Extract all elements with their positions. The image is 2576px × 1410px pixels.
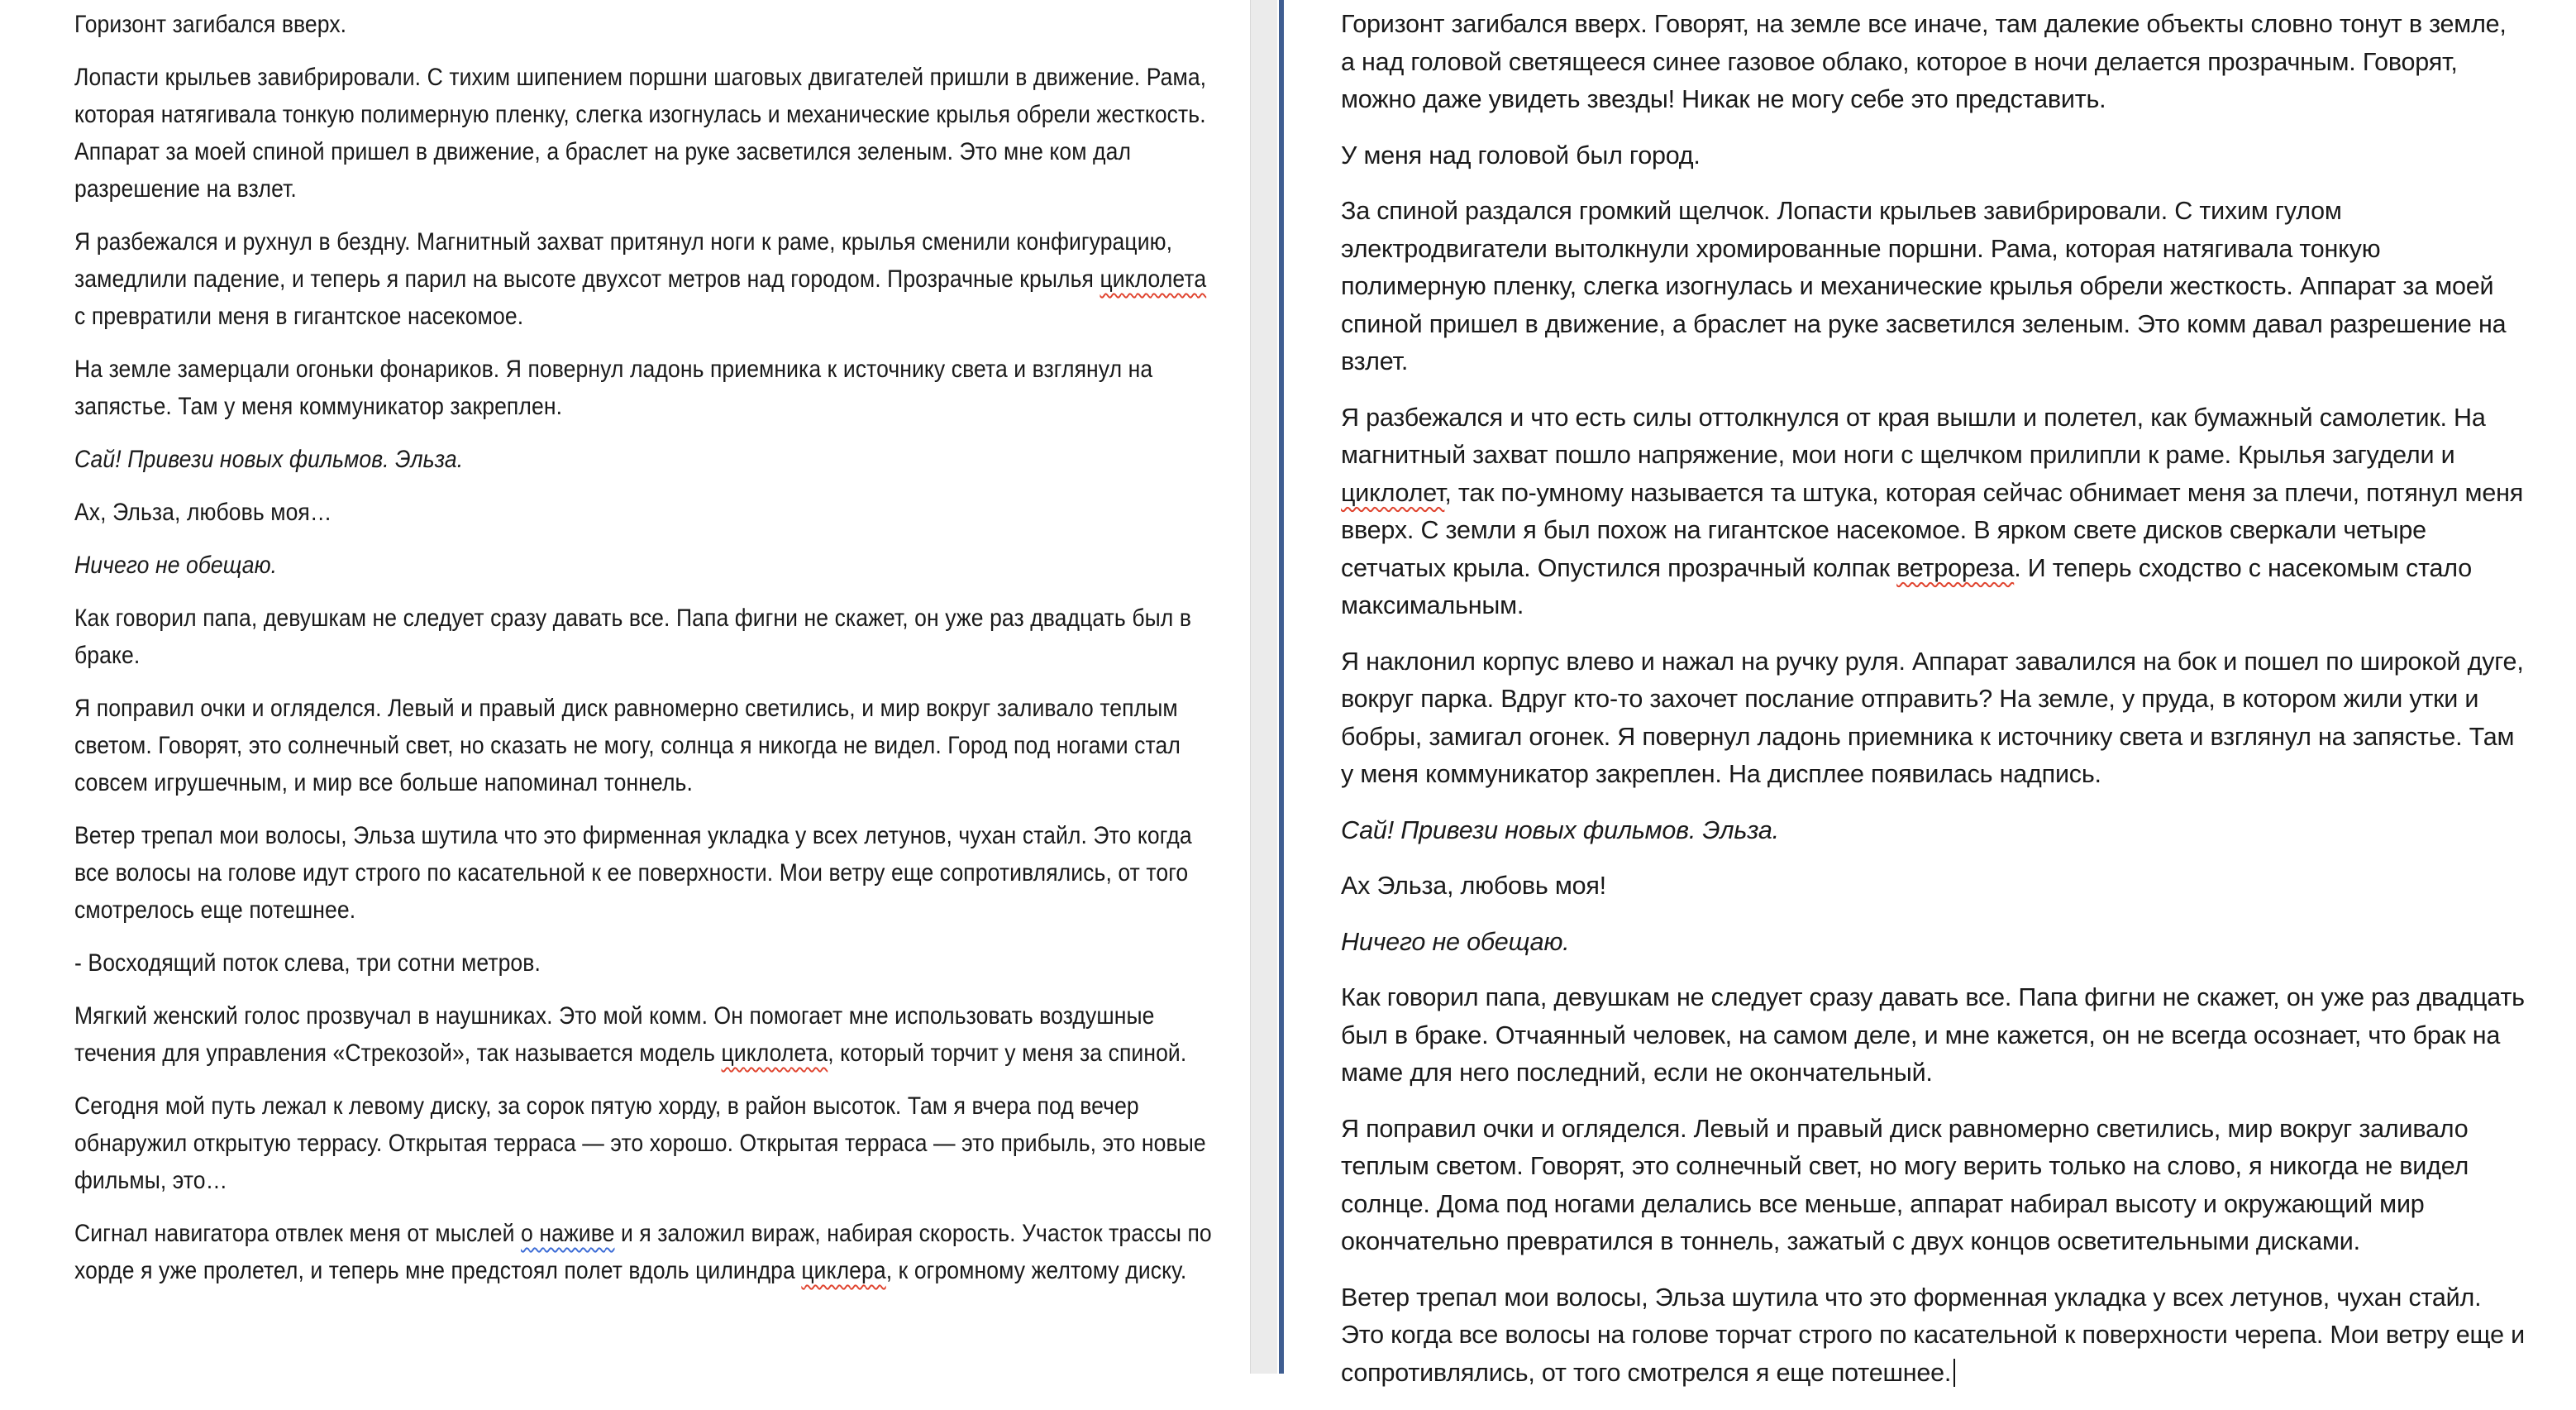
text-run[interactable]: Ветер трепал мои волосы, Эльза шутила что это форменная укладка у всех летунов, чухан стайл. Это когда все волосы на голове торчат строго по касательной к поверхности черепа. Мои ветру еще и сопротивлялись, от того смотрелся я еще потешнее. [1341, 1283, 2525, 1387]
paragraph[interactable] [74, 6, 1216, 43]
window-separator [1279, 0, 1284, 1374]
paragraph[interactable] [1341, 137, 2525, 175]
misspelled-word[interactable]: циклолет [1341, 478, 1445, 507]
paragraph[interactable] [74, 1087, 1216, 1199]
text-run[interactable]: Я наклонил корпус влево и нажал на ручку руля. Аппарат завалился на бок и пошел по широкой дуге, вокруг парка. Вдруг кто-то захочет послание отправить? На земле, у пруда, в котором жили утки и бобры, замигал огонек. Я повернул ладонь приемника к источнику света и взглянул на запястье. Там у меня коммуникатор закреплен. На дисплее появилась надпись. [1341, 647, 2524, 788]
text-run[interactable]: Я разбежался и что есть силы оттолкнулся от края вышли и полетел, как бумажный самолетик. На магнитный захват пошло напряжение, мои ноги с щелчком прилипли к раме. Крылья загудели и [1341, 403, 2486, 469]
text-cursor [1953, 1359, 1955, 1387]
text-run[interactable]: Горизонт загибался вверх. Говорят, на земле все иначе, там далекие объекты словно тонут в земле, а над головой светящееся синее газовое облако, которое в ночи делается прозрачным. Говорят, можно даже увидеть звезды! Никак не могу себе это представить. [1341, 10, 2507, 113]
misspelled-word[interactable]: циклолета [1100, 265, 1207, 293]
text-run[interactable]: Ничего не обещаю. [1341, 927, 1570, 956]
misspelled-word[interactable]: циклолета [721, 1040, 828, 1067]
text-run[interactable]: Горизонт загибался вверх. [74, 11, 347, 38]
paragraph[interactable] [74, 59, 1216, 208]
text-run[interactable]: Сигнал навигатора отвлек меня от мыслей [74, 1220, 522, 1247]
text-run[interactable]: Как говорил папа, девушкам не следует сразу давать все. Папа фигни не скажет, он уже раз двадцать был в браке. [74, 605, 1192, 669]
paragraph[interactable] [74, 494, 1216, 531]
paragraph[interactable] [74, 351, 1216, 425]
text-run[interactable]: На земле замерцали огоньки фонариков. Я повернул ладонь приемника к источнику света и взглянул на запястье. Там у меня коммуникатор закреплен. [74, 356, 1153, 420]
paragraph[interactable] [1341, 812, 2525, 850]
paragraph[interactable] [74, 997, 1216, 1072]
paragraph[interactable] [74, 441, 1216, 478]
text-run[interactable]: Лопасти крыльев завибрировали. С тихим шипением поршни шаговых двигателей пришли в движение. Рама, которая натягивала тонкую полимерную пленку, слегка изогнулась и механические крылья обрели жесткость. Аппарат за моей спиной пришел в движение, а браслет на руке засветился зеленым. Это мне ком дал разрешение на взлет. [74, 64, 1207, 203]
text-run[interactable]: с превратили меня в гигантское насекомое. [74, 303, 524, 330]
left-pane-scrollbar[interactable] [1250, 0, 1277, 1374]
text-run[interactable]: Как говорил папа, девушкам не следует сразу давать все. Папа фигни не скажет, он уже раз двадцать был в браке. Отчаянный человек, на самом деле, и мне кажется, он не всегда осознает, что брак на маме для него последний, если не окончательный. [1341, 983, 2525, 1087]
text-run[interactable]: , так по-умному называется та штука, которая сейчас обнимает меня за плечи, потянул меня вверх. С земли я был похож на гигантское насекомое. В ярком свете дисков сверкали четыре сетчатых крыла. Опустился прозрачный колпак [1341, 478, 2524, 582]
misspelled-word[interactable]: ветрореза [1896, 553, 2015, 582]
grammar-flagged-phrase[interactable]: о наживе [521, 1220, 615, 1247]
paragraph[interactable] [1341, 193, 2525, 381]
text-run[interactable]: Я поправил очки и огляделся. Левый и правый диск равномерно светились, мир вокруг заливало теплым светом. Говорят, это солнечный свет, но могу верить только на слово, я никогда не видел солнце. Дома под ногами делались все меньше, аппарат набирал высоту и окружающий мир окончательно превратился в тоннель, зажатый с двух концов осветительными дисками. [1341, 1114, 2469, 1255]
misspelled-word[interactable]: циклера [801, 1257, 886, 1284]
paragraph[interactable] [1341, 868, 2525, 906]
text-run[interactable]: Сай! Привези новых фильмов. Эльза. [74, 446, 464, 473]
text-run[interactable]: - Восходящий поток слева, три сотни метров. [74, 949, 541, 977]
text-run[interactable]: Ах Эльза, любовь моя! [1341, 872, 1606, 900]
paragraph[interactable] [74, 817, 1216, 929]
text-run[interactable]: , к огромному желтому диску. [885, 1257, 1187, 1284]
left-document-pane[interactable] [74, 0, 1216, 1305]
text-run[interactable]: У меня над головой был город. [1341, 141, 1701, 170]
paragraph[interactable] [1341, 6, 2525, 119]
paragraph[interactable] [1341, 399, 2525, 625]
paragraph[interactable] [1341, 1279, 2525, 1393]
paragraph[interactable] [74, 547, 1216, 584]
paragraph[interactable] [74, 1215, 1216, 1289]
text-run[interactable]: и я заложил вираж, набирая скорость. Участок трассы по хорде я уже пролетел, и теперь мне предстоял полет вдоль цилиндра [74, 1220, 1212, 1284]
text-run[interactable]: Ах, Эльза, любовь моя… [74, 499, 332, 526]
paragraph[interactable] [1341, 643, 2525, 794]
text-run[interactable]: Я поправил очки и огляделся. Левый и правый диск равномерно светились, и мир вокруг заливало теплым светом. Говорят, это солнечный свет, но сказать не могу, солнца я никогда не видел. Город под ногами стал совсем игрушечным, и мир все больше напоминал тоннель. [74, 695, 1181, 796]
text-run[interactable]: За спиной раздался громкий щелчок. Лопасти крыльев завибрировали. С тихим гулом электродвигатели вытолкнули хромированные поршни. Рама, которая натягивала тонкую полимерную пленку, слегка изогнулась и механические крылья обрели жесткость. Аппарат за моей спиной пришел в движение, а браслет на руке засветился зеленым. Это комм давал разрешение на взлет. [1341, 197, 2507, 375]
text-run[interactable]: Сай! Привези новых фильмов. Эльза. [1341, 815, 1779, 844]
paragraph[interactable] [1341, 1111, 2525, 1261]
text-run[interactable]: Ветер трепал мои волосы, Эльза шутила что это фирменная укладка у всех летунов, чухан стайл. Это когда все волосы на голове идут строго по касательной к ее поверхности. Мои ветру еще сопротивлялись, от того смотрелось еще потешнее. [74, 822, 1192, 924]
text-run[interactable]: Ничего не обещаю. [74, 552, 278, 579]
text-run[interactable]: . И теперь сходство с насекомым стало максимальным. [1341, 553, 2473, 619]
text-run[interactable]: Сегодня мой путь лежал к левому диску, за сорок пятую хорду, в район высоток. Там я вчера под вечер обнаружил открытую террасу. Открытая терраса — это хорошо. Открытая терраса — это прибыль, это новые фильмы, это… [74, 1092, 1206, 1194]
paragraph[interactable] [74, 223, 1216, 335]
text-run[interactable]: Я разбежался и рухнул в бездну. Магнитный захват притянул ноги к раме, крылья сменили конфигурацию, замедлили падение, и теперь я парил на высоте двухсот метров над городом. Прозрачные крылья [74, 228, 1173, 293]
paragraph[interactable] [74, 690, 1216, 801]
paragraph[interactable] [1341, 979, 2525, 1092]
paragraph[interactable] [74, 944, 1216, 982]
paragraph[interactable] [1341, 924, 2525, 962]
text-run[interactable]: Мягкий женский голос прозвучал в наушниках. Это мой комм. Он помогает мне использовать воздушные течения для управления «Стрекозой», так называется модель [74, 1002, 1155, 1067]
text-run[interactable]: , который торчит у меня за спиной. [828, 1040, 1187, 1067]
paragraph[interactable] [74, 600, 1216, 674]
right-document-pane[interactable] [1341, 0, 2525, 1410]
